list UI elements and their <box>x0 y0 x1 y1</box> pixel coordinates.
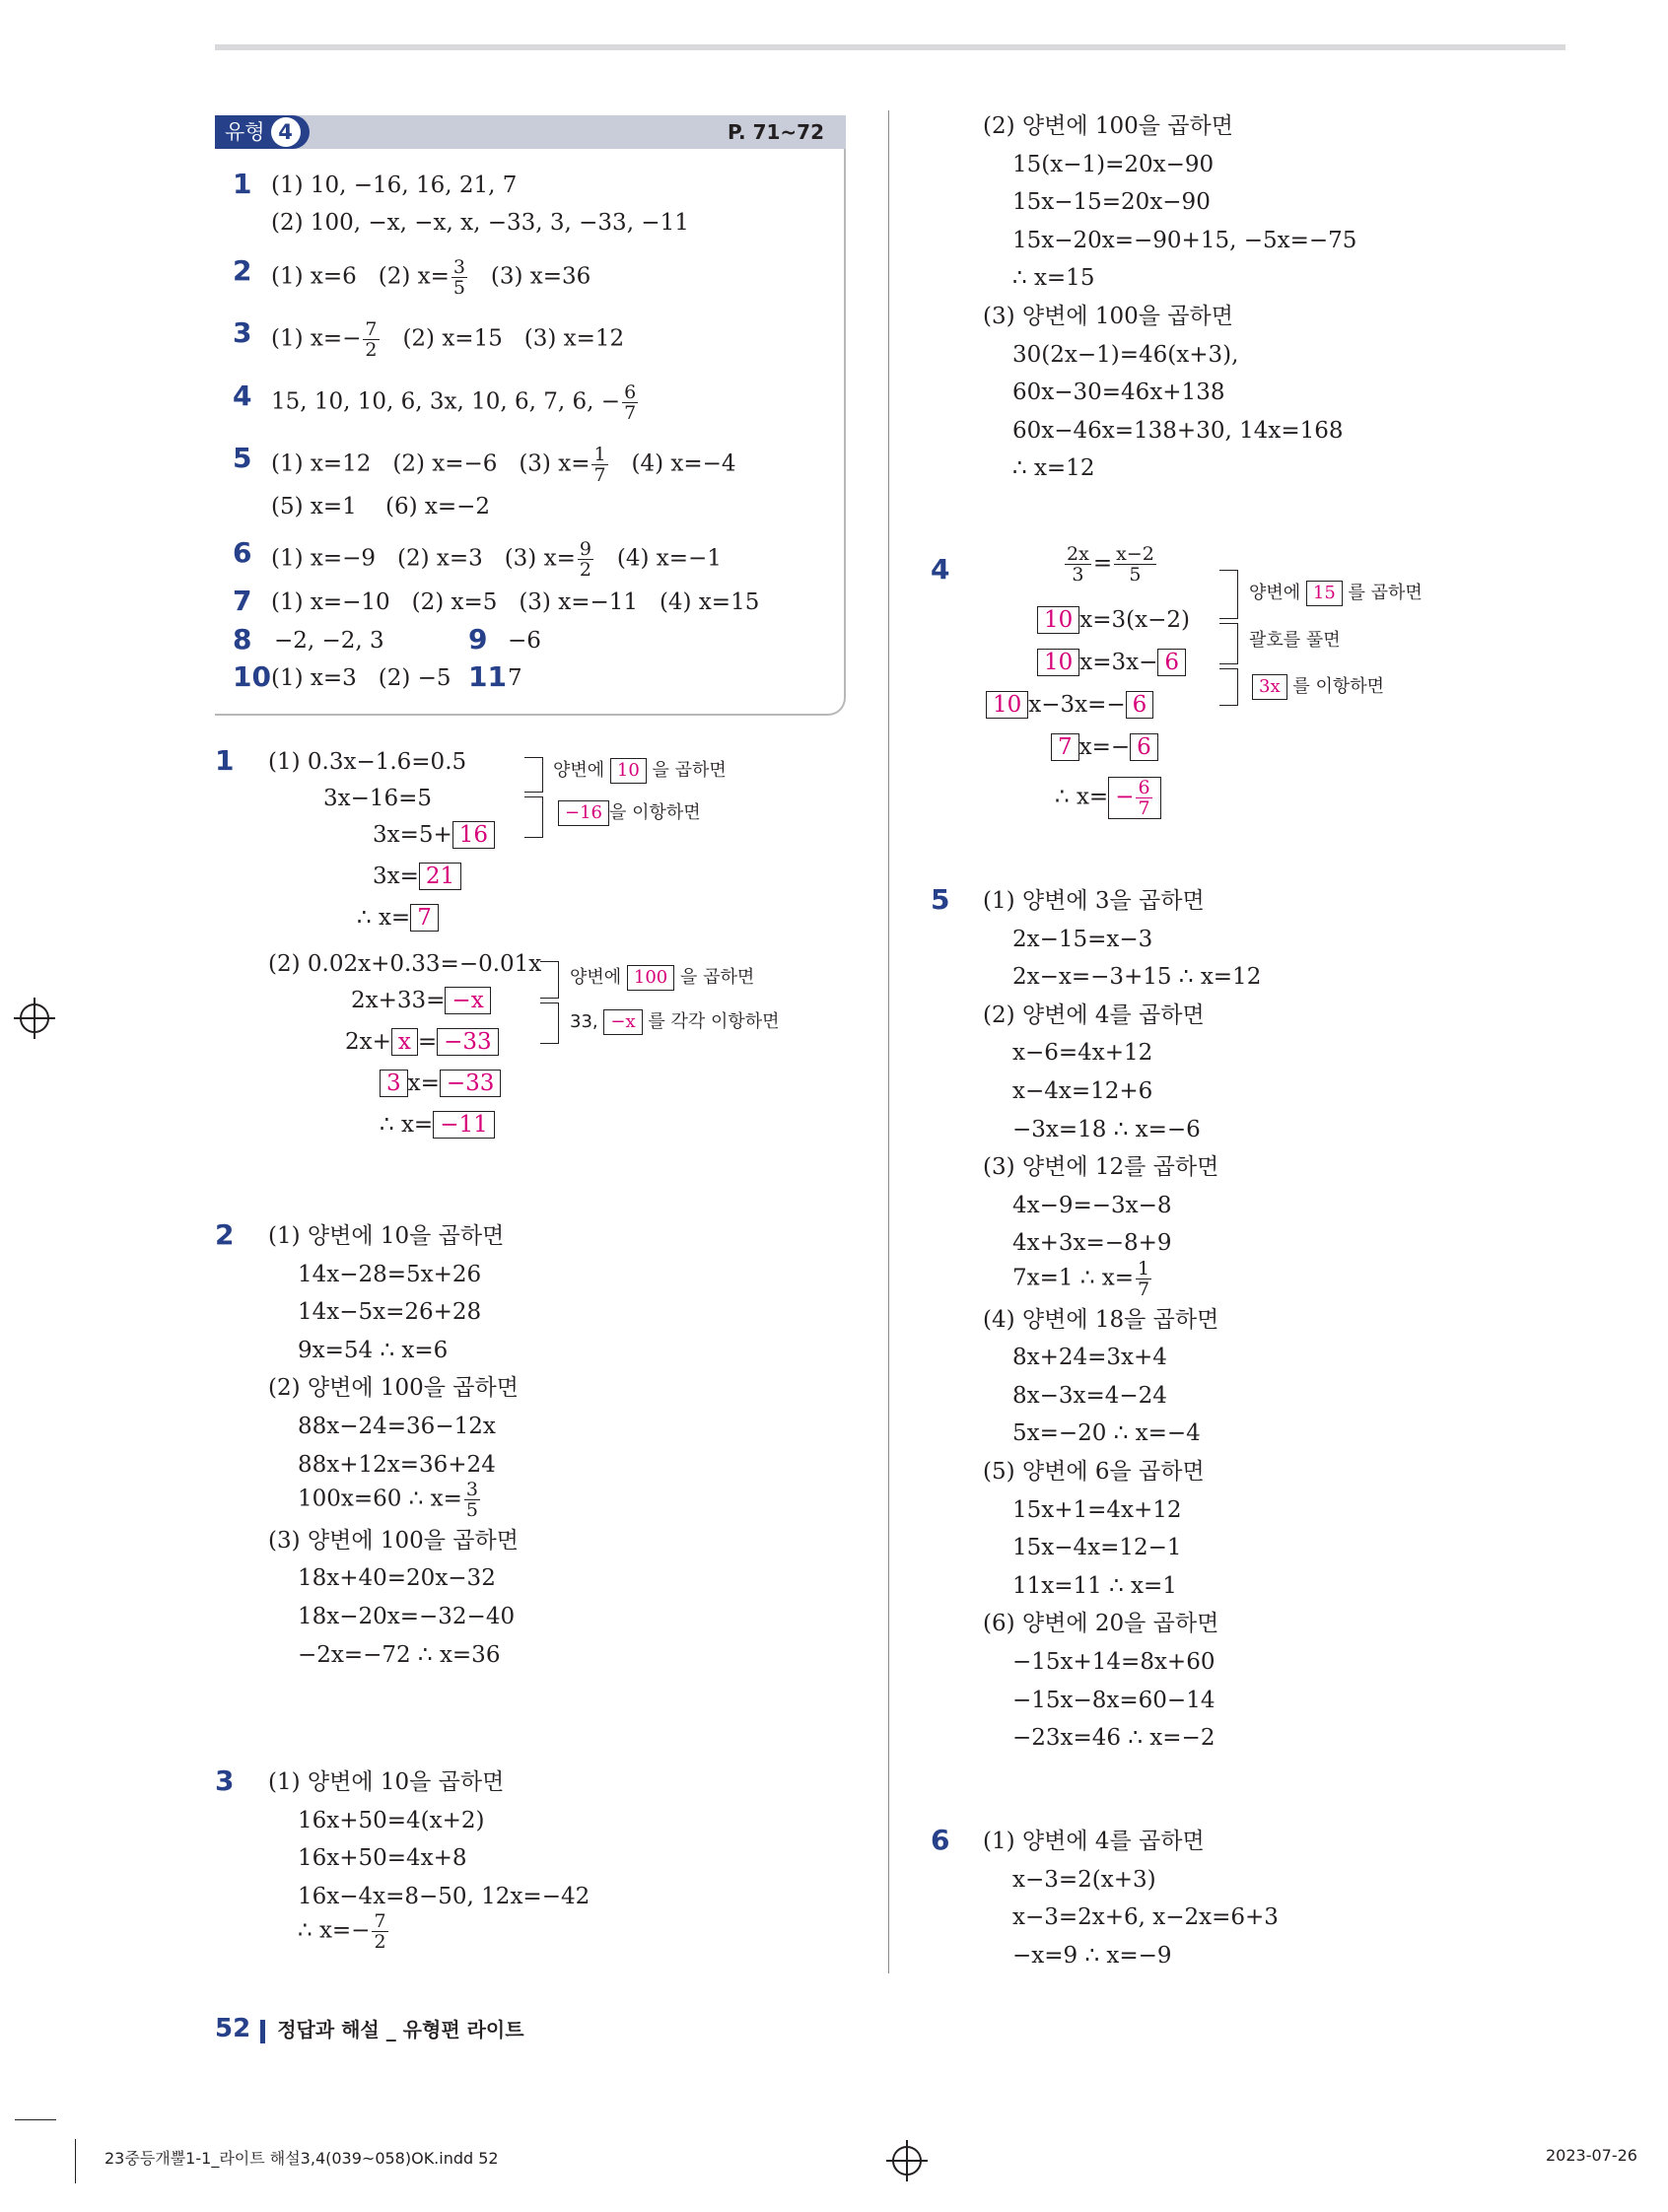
step-text: (2) 양변에 100을 곱하면 <box>983 113 1233 139</box>
minus-sign: − <box>1115 784 1135 810</box>
q8-answer: −2, −2, 3 <box>274 628 384 654</box>
note-box: 3x <box>1252 674 1287 700</box>
sol1-line <box>357 903 439 933</box>
fraction-7-2 <box>363 319 379 360</box>
solution-step-heading <box>268 1526 519 1555</box>
step-text: ∴ x=12 <box>1012 455 1095 482</box>
section-header <box>215 115 846 149</box>
sol4-line-3 <box>1037 648 1186 677</box>
sol4-text: x=3(x−2) <box>1079 607 1190 633</box>
note-box: 10 <box>610 758 647 784</box>
q7-number: 7 <box>233 585 252 617</box>
step-text: 60x−46x=138+30, 14x=168 <box>1012 417 1344 444</box>
q5-answers <box>271 445 736 485</box>
solution-step-line <box>298 1297 481 1327</box>
solution-step-line <box>1012 263 1094 293</box>
q5-f: (6) x=−2 <box>385 494 491 519</box>
solution-step-line <box>298 1806 485 1835</box>
sol5-number: 5 <box>931 883 950 916</box>
answer-box: 21 <box>419 863 461 890</box>
solution-step-line <box>1012 378 1224 407</box>
solution-step-line <box>1012 925 1152 954</box>
sol4-line-1 <box>1063 544 1158 585</box>
fraction-6-7 <box>622 382 638 423</box>
q5-c: (3) x= <box>519 450 591 477</box>
q2-answers <box>271 257 591 298</box>
frac-den: 3 <box>1072 564 1084 586</box>
solution-step-line <box>298 1602 515 1631</box>
note-text: 를 각각 이항하면 <box>648 1011 780 1032</box>
solution-step-heading <box>268 1767 504 1797</box>
solution-step-line <box>1012 962 1261 992</box>
frac-den: 2 <box>365 339 378 361</box>
sol1-text: 3x=5+ <box>373 822 452 848</box>
q7-d: (4) x=15 <box>659 589 760 615</box>
solution-step-line <box>1012 1647 1215 1677</box>
sol1-line <box>345 1027 499 1057</box>
slug-date: 2023-07-26 <box>1546 2146 1637 2165</box>
answer-box: −33 <box>440 1070 502 1097</box>
step-text: 14x−28=5x+26 <box>298 1261 482 1287</box>
fraction <box>1136 1259 1151 1299</box>
sol4-text: x−3x=− <box>1028 692 1126 718</box>
fraction-6-7 <box>1136 778 1151 818</box>
bracket <box>1219 668 1238 706</box>
q4-number: 4 <box>233 380 252 412</box>
step-text: (3) 양변에 12를 곱하면 <box>983 1154 1219 1181</box>
sol1-text: ∴ x= <box>357 905 411 931</box>
q5-b: (2) x=−6 <box>392 450 498 477</box>
solution-step-line <box>1012 1076 1152 1106</box>
step-text: (5) 양변에 6을 곱하면 <box>983 1459 1205 1485</box>
q6-a: (1) x=−9 <box>271 545 377 572</box>
answer-box: x <box>391 1028 418 1056</box>
q7-a: (1) x=−10 <box>271 589 390 615</box>
bracket <box>540 1002 559 1044</box>
sol4-text: x=3x− <box>1079 650 1158 675</box>
q10-b: (2) −5 <box>378 665 452 691</box>
q3-b: (2) x=15 <box>402 325 503 352</box>
solution-step-line <box>1012 1865 1156 1895</box>
q7-answers <box>271 588 759 617</box>
frac-num: 1 <box>1138 1258 1150 1279</box>
sol1-line <box>351 986 491 1015</box>
page-footer <box>215 2014 524 2043</box>
solution-step-line <box>1012 1115 1201 1144</box>
q3-a: (1) x=− <box>271 325 362 352</box>
note-text: 을 곱하면 <box>652 760 727 781</box>
step-text: 2x−15=x−3 <box>1012 926 1153 952</box>
step-text: 15x−20x=−90+15, −5x=−75 <box>1012 227 1357 253</box>
q6-answers <box>271 539 722 580</box>
solution-step-heading <box>983 1001 1205 1030</box>
sol1-line <box>380 1110 495 1140</box>
step-text: −3x=18 ∴ x=−6 <box>1012 1116 1201 1142</box>
step-text: 14x−5x=26+28 <box>298 1299 482 1326</box>
sol1-text: ∴ x= <box>380 1112 434 1138</box>
q6-d: (4) x=−1 <box>616 545 722 572</box>
sol4-line-4 <box>986 690 1153 720</box>
type-tag-number: 4 <box>271 117 301 147</box>
step-text: 2x−x=−3+15 ∴ x=12 <box>1012 964 1262 991</box>
q2-number: 2 <box>233 254 252 287</box>
footer-bar <box>260 2020 265 2043</box>
solution-step-line <box>298 1640 500 1670</box>
q7-b: (2) x=5 <box>411 589 498 615</box>
answer-box: −33 <box>437 1028 499 1056</box>
step-text: 11x=11 ∴ x=1 <box>1012 1572 1177 1599</box>
solution-step-line <box>1012 226 1356 255</box>
step-text: 15x+1=4x+12 <box>1012 1496 1182 1523</box>
q6-c: (3) x= <box>504 545 576 572</box>
solution-step-line <box>1012 1191 1172 1220</box>
sol4-note-1 <box>1249 580 1423 607</box>
q8-number: 8 <box>233 623 252 656</box>
frac-num: x−2 <box>1116 543 1154 565</box>
sol1-note-2 <box>558 799 701 827</box>
q4-a: 15, 10, 10, 6, 3x, 10, 6, 7, 6, − <box>271 388 621 415</box>
step-text: 60x−30=46x+138 <box>1012 380 1225 406</box>
solution-step-line <box>1012 340 1238 370</box>
step-text: (1) 양변에 10을 곱하면 <box>268 1769 505 1795</box>
slug-filename: 23중등개뿔1-1_라이트 해설3,4(039~058)OK.indd 52 <box>104 2149 499 2168</box>
q5-number: 5 <box>233 442 252 474</box>
fraction-9-2 <box>578 539 593 580</box>
sol1-text: 3x= <box>373 864 419 889</box>
solution-step-line <box>1012 453 1094 483</box>
solution-step-heading <box>983 1827 1205 1856</box>
answer-box: 7 <box>410 904 439 932</box>
solution-step-line <box>1012 187 1211 217</box>
note-text: 를 이항하면 <box>1292 676 1385 697</box>
type-tag <box>215 115 310 149</box>
solution-step-line <box>1012 1418 1201 1448</box>
note-text: 를 곱하면 <box>1348 583 1423 603</box>
q1-answer-1: (1) 10, −16, 16, 21, 7 <box>271 173 518 198</box>
q9-answer: −6 <box>508 628 541 654</box>
sol1-line <box>373 820 495 850</box>
q1-number: 1 <box>233 168 252 200</box>
q5-d: (4) x=−4 <box>631 450 736 477</box>
trim-mark <box>75 2139 76 2183</box>
note-text: 양변에 <box>553 760 605 781</box>
step-text: (2) 양변에 100을 곱하면 <box>268 1375 519 1402</box>
solution-step-line <box>298 1843 467 1873</box>
step-text: (4) 양변에 18을 곱하면 <box>983 1306 1219 1333</box>
sol4-line-2 <box>1037 605 1190 635</box>
solution-step-line <box>298 1450 496 1480</box>
sol4-line-6 <box>1055 777 1161 819</box>
solution-step-line <box>1012 1902 1279 1932</box>
type-tag-label: 유형 <box>225 120 265 144</box>
frac-den: 2 <box>374 1931 386 1954</box>
frac-num: 3 <box>465 1479 479 1501</box>
step-text: 8x−3x=4−24 <box>1012 1382 1167 1409</box>
sol1-number: 1 <box>215 744 235 777</box>
frac-num: 2x <box>1067 543 1089 565</box>
answer-box: 7 <box>1051 733 1079 761</box>
sol1-note-3 <box>570 964 754 992</box>
frac-den: 7 <box>1138 797 1150 819</box>
answer-box: 16 <box>452 821 495 849</box>
sol1-text: 2x+33= <box>351 988 446 1013</box>
note-text: 을 곱하면 <box>680 967 755 988</box>
step-text: 18x−20x=−32−40 <box>298 1604 516 1629</box>
solution-step-line <box>1012 1941 1172 1970</box>
q5-a: (1) x=12 <box>271 450 372 477</box>
sol1-line: (2) 0.02x+0.33=−0.01x <box>268 951 542 977</box>
step-text: 16x+50=4x+8 <box>298 1845 467 1872</box>
solution-step-heading <box>268 1373 519 1403</box>
sol1-text: 2x+ <box>345 1029 391 1055</box>
frac-den: 5 <box>452 277 465 299</box>
bracket <box>1219 623 1238 664</box>
solution-step-heading <box>983 1305 1218 1335</box>
solution-step-heading <box>983 302 1233 331</box>
q11-answer: 7 <box>508 665 522 691</box>
registration-mark-icon <box>892 2146 922 2176</box>
step-text: 16x+50=4(x+2) <box>298 1807 485 1833</box>
answer-box: −x <box>445 987 490 1014</box>
frac-num: 7 <box>365 318 378 340</box>
solution-step-line <box>1012 1381 1167 1411</box>
frac-den: 5 <box>1129 564 1142 586</box>
solution-step-line <box>1012 1343 1167 1372</box>
step-text: x−3=2(x+3) <box>1012 1866 1156 1893</box>
note-text: 양변에 <box>570 967 622 988</box>
step-text: x−3=2x+6, x−2x=6+3 <box>1012 1904 1279 1931</box>
sol4-note-2: 괄호를 풀면 <box>1249 630 1341 651</box>
sol2-number: 2 <box>215 1218 235 1251</box>
solution-step-heading <box>983 1457 1205 1486</box>
frac-den: 2 <box>579 559 591 581</box>
note-box: 100 <box>627 965 674 991</box>
step-text: 15x−4x=12−1 <box>1012 1535 1182 1561</box>
solution-step-line <box>298 1260 481 1289</box>
top-rule <box>215 44 1565 50</box>
step-text: (1) 양변에 10을 곱하면 <box>268 1223 505 1249</box>
page-range: P. 71~72 <box>728 120 824 144</box>
sol1-line <box>380 1069 501 1098</box>
frac-den: 7 <box>593 464 606 486</box>
solution-step-line <box>1012 1723 1215 1753</box>
solution-step-line <box>1012 1038 1152 1068</box>
solution-step-line <box>1012 1571 1177 1601</box>
sol1-line: 3x−16=5 <box>323 786 433 811</box>
step-text: x−6=4x+12 <box>1012 1040 1153 1067</box>
step-text: 88x−24=36−12x <box>298 1414 496 1439</box>
note-box: 15 <box>1306 581 1343 606</box>
footer-title: 정답과 해설 _ 유형편 라이트 <box>277 2018 524 2041</box>
sol1-text: = <box>417 1029 438 1055</box>
sol1-note-1 <box>553 757 727 785</box>
solution-step-line <box>1012 1495 1182 1525</box>
step-text: (6) 양변에 20을 곱하면 <box>983 1611 1219 1637</box>
q11-number: 11 <box>468 660 507 693</box>
note-box: −x <box>603 1009 642 1035</box>
page-number: 52 <box>215 2014 251 2043</box>
q10-a: (1) x=3 <box>271 665 357 691</box>
step-text: ∴ x=15 <box>1012 265 1095 292</box>
frac-num: 9 <box>579 538 591 560</box>
sol1-note-4 <box>570 1008 780 1036</box>
note-box: −16 <box>558 800 609 826</box>
answer-box: −11 <box>433 1111 495 1139</box>
step-text: x−4x=12+6 <box>1012 1078 1153 1104</box>
step-text: 9x=54 ∴ x=6 <box>298 1337 449 1363</box>
answer-box: 10 <box>986 691 1028 719</box>
step-text: (3) 양변에 100을 곱하면 <box>983 304 1233 329</box>
step-text: 16x−4x=8−50, 12x=−42 <box>298 1883 591 1909</box>
frac-num: 6 <box>624 381 637 403</box>
q2-b: (2) x= <box>378 263 450 290</box>
step-text: (1) 양변에 4를 곱하면 <box>983 1829 1205 1854</box>
q5-e: (5) x=1 <box>271 494 357 519</box>
frac-num: 6 <box>1138 777 1150 798</box>
q3-answers <box>271 319 624 360</box>
solution-step-heading <box>983 111 1233 141</box>
solution-step-line <box>298 1563 496 1593</box>
solution-step-line <box>1012 416 1344 446</box>
q6-number: 6 <box>233 536 252 569</box>
sol1-line <box>373 862 461 891</box>
solution-step-line <box>1012 1228 1172 1258</box>
step-text: 4x−9=−3x−8 <box>1012 1192 1172 1218</box>
sol4-text: ∴ x= <box>1055 784 1109 810</box>
step-text: 8x+24=3x+4 <box>1012 1345 1167 1371</box>
solution-step-heading <box>983 886 1205 916</box>
solution-step-line <box>1012 150 1214 179</box>
bracket <box>524 757 543 793</box>
registration-mark-icon <box>20 1003 49 1033</box>
step-text: 100x=60 ∴ x= <box>298 1486 462 1512</box>
bracket <box>1219 570 1238 619</box>
q10-answers <box>271 663 452 693</box>
answer-box: 10 <box>1037 606 1079 634</box>
q1-answer-2: (2) 100, −x, −x, x, −33, 3, −33, −11 <box>271 210 689 236</box>
sol4-note-3 <box>1252 673 1384 701</box>
solution-step-line <box>298 1480 482 1520</box>
frac-num: 1 <box>593 444 606 465</box>
note-text: 을 이항하면 <box>609 802 701 823</box>
step-text: 4x+3x=−8+9 <box>1012 1230 1172 1257</box>
fraction-x-2-5 <box>1114 544 1156 585</box>
step-text: 15x−15=20x−90 <box>1012 189 1211 216</box>
solution-step-line <box>298 1882 590 1911</box>
sol4-line-5 <box>1051 732 1158 762</box>
step-text: (2) 양변에 4를 곱하면 <box>983 1002 1205 1028</box>
solution-step-line <box>298 1911 390 1952</box>
solution-step-line <box>298 1412 496 1441</box>
q3-number: 3 <box>233 316 252 349</box>
frac-den: 5 <box>465 1499 479 1522</box>
column-divider <box>888 110 889 1973</box>
step-text: −15x−8x=60−14 <box>1012 1687 1216 1713</box>
sol3-number: 3 <box>215 1764 235 1797</box>
step-text: ∴ x=− <box>298 1917 371 1944</box>
frac-den: 7 <box>1138 1279 1150 1300</box>
fraction <box>372 1911 387 1952</box>
frac-den: 7 <box>624 402 637 424</box>
q2-c: (3) x=36 <box>490 263 591 290</box>
step-text: 88x+12x=36+24 <box>298 1451 496 1478</box>
fraction-3-5 <box>452 257 467 298</box>
fraction-1-7 <box>591 445 607 485</box>
step-text: −x=9 ∴ x=−9 <box>1012 1942 1172 1969</box>
q7-c: (3) x=−11 <box>519 589 638 615</box>
step-text: (1) 양변에 3을 곱하면 <box>983 888 1205 914</box>
bracket <box>524 796 543 838</box>
step-text: 5x=−20 ∴ x=−4 <box>1012 1420 1201 1447</box>
bracket <box>540 961 559 999</box>
trim-mark <box>15 2119 56 2120</box>
step-text: 18x+40=20x−32 <box>298 1565 496 1592</box>
q5-answers-2 <box>271 492 490 521</box>
solution-step-line <box>1012 1686 1215 1715</box>
note-text: 양변에 <box>1249 583 1301 603</box>
step-text: 15(x−1)=20x−90 <box>1012 151 1215 177</box>
answer-box: 6 <box>1126 691 1154 719</box>
step-text: −15x+14=8x+60 <box>1012 1649 1216 1675</box>
solution-step-line <box>1012 1259 1153 1299</box>
fraction <box>464 1480 480 1520</box>
q10-number: 10 <box>233 660 271 693</box>
step-text: −23x=46 ∴ x=−2 <box>1012 1725 1216 1752</box>
sol6-number: 6 <box>931 1824 950 1856</box>
sol4-text: x=− <box>1078 734 1131 760</box>
step-text: 30(2x−1)=46(x+3), <box>1012 341 1239 368</box>
answer-box: 6 <box>1130 733 1158 761</box>
solution-step-line <box>298 1336 448 1365</box>
sol1-text: x= <box>407 1071 440 1096</box>
solution-step-heading <box>983 1609 1218 1638</box>
step-text: 7x=1 ∴ x= <box>1012 1265 1135 1291</box>
fraction-2x-3 <box>1065 544 1091 585</box>
frac-num: 7 <box>374 1910 386 1933</box>
q9-number: 9 <box>468 623 488 656</box>
sol4-number: 4 <box>931 553 950 586</box>
note-text: 33, <box>570 1011 598 1032</box>
step-text: −2x=−72 ∴ x=36 <box>298 1641 501 1668</box>
equals: = <box>1092 550 1113 577</box>
solution-step-line <box>1012 1533 1182 1562</box>
q4-answers <box>271 382 640 423</box>
q2-a: (1) x=6 <box>271 263 357 290</box>
answer-box: 10 <box>1037 649 1079 676</box>
frac-num: 3 <box>452 256 465 278</box>
sol1-line: (1) 0.3x−1.6=0.5 <box>268 749 467 775</box>
step-text: (3) 양변에 100을 곱하면 <box>268 1527 519 1554</box>
solution-step-heading <box>983 1152 1218 1182</box>
answer-box: 3 <box>380 1070 408 1097</box>
q3-c: (3) x=12 <box>523 325 625 352</box>
solution-step-heading <box>268 1221 504 1251</box>
q6-b: (2) x=3 <box>396 545 483 572</box>
answer-box: 6 <box>1157 649 1186 676</box>
answer-box <box>1108 777 1160 819</box>
